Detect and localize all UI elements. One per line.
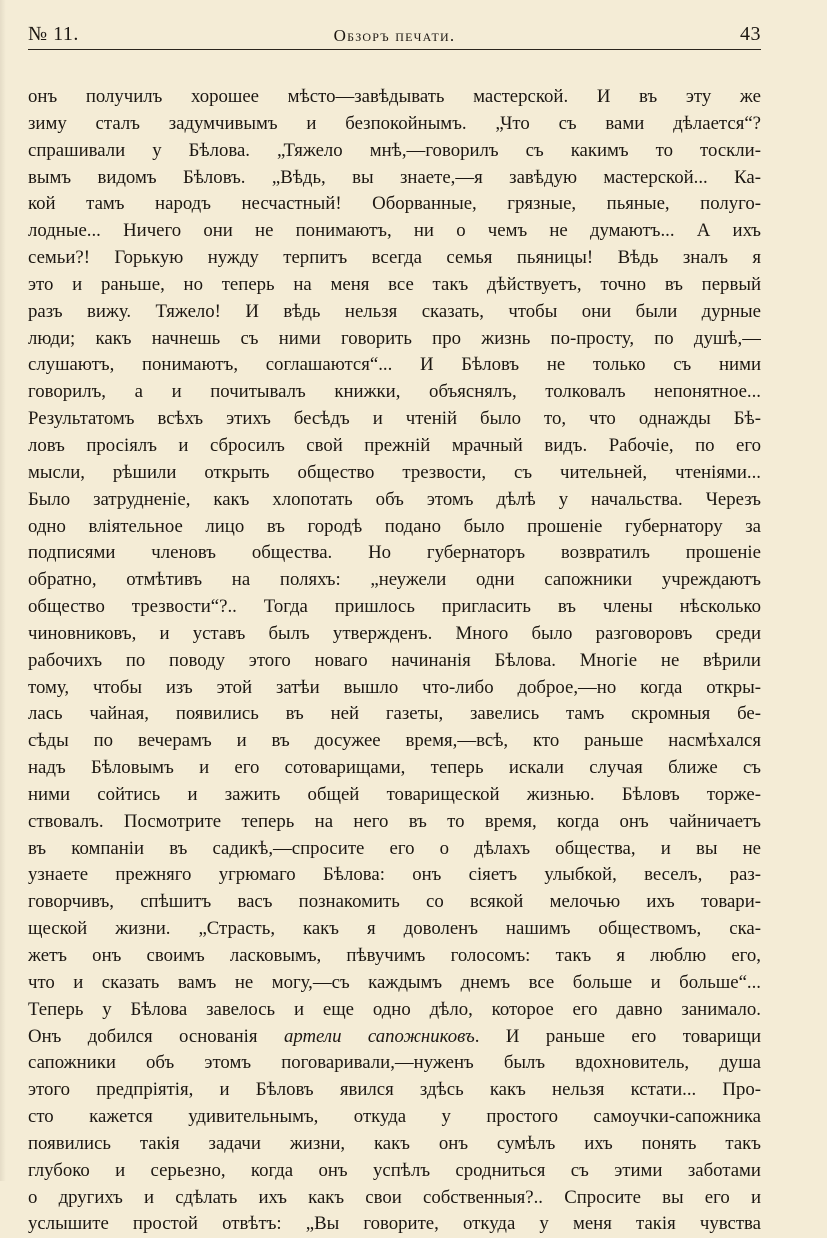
text-line: въ компаніи въ садикѣ,—спросите его о дѣлахъ общества, и вы не: [28, 837, 761, 859]
text-line: спрашивали у Бѣлова. „Тяжело мнѣ,—говорилъ съ какимъ то тоскли-: [28, 139, 761, 161]
text-line: Результатомъ всѣхъ этихъ бесѣдъ и чтеній было то, что однажды Бѣ-: [28, 408, 761, 430]
text-line: кой тамъ народъ несчастный! Оборванные, грязные, пьяные, полуго-: [28, 193, 761, 215]
text-line: разъ вижу. Тяжело! И вѣдь нельзя сказать, чтобы они были дурные: [28, 300, 761, 322]
text-line: говорилъ, а и почитывалъ книжки, объяснялъ, толковалъ непонятное...: [28, 381, 761, 403]
text-line: зиму сталъ задумчивымъ и безпокойнымъ. „Что съ вами дѣлается“?: [28, 112, 761, 134]
text-line: сто кажется удивительнымъ, откуда у простого самоучки-сапожника: [28, 1106, 761, 1128]
page-edge-shadow: [0, 0, 6, 1181]
text-line: рабочихъ по поводу этого новаго начинанія Бѣлова. Многіе не вѣрили: [28, 649, 761, 671]
text-line-with-italic: [28, 1024, 761, 1051]
text-line: люди; какъ начнешь съ ними говорить про жизнь по-просту, по душѣ,—: [28, 327, 761, 349]
text-line: одно вліятельное лицо въ городѣ подано было прошеніе губернатору за: [28, 515, 761, 537]
text-line: семьи?! Горькую нужду терпитъ всегда семья пьяницы! Вѣдь зналъ я: [28, 247, 761, 269]
page-header: [28, 18, 761, 50]
text-line: жетъ онъ своимъ ласковымъ, пѣвучимъ голосомъ: такъ я люблю его,: [28, 945, 761, 966]
text-line: услышите простой отвѣтъ: „Вы говорите, откуда у меня такія чувства: [28, 1213, 761, 1235]
text-line: этого предпріятія, и Бѣловъ явился здѣсь какъ нельзя кстати... Про-: [28, 1079, 761, 1101]
text-line: лодные... Ничего они не понимаютъ, ни о чемъ не думаютъ... А ихъ: [28, 220, 761, 242]
text-line: надъ Бѣловымъ и его сотоварищами, теперь искали случая ближе съ: [28, 757, 761, 779]
text-line: это и раньше, но теперь на меня все такъ дѣйствуетъ, точно въ первый: [28, 273, 761, 295]
text-line: обратно, отмѣтивъ на поляхъ: „неужели одни сапожники учреждаютъ: [28, 569, 761, 591]
running-head: Обзоръ печати.: [333, 26, 456, 45]
text-line: сѣды по вечерамъ и въ досужее время,—всѣ, кто раньше насмѣхался: [28, 730, 761, 752]
body-text: [28, 84, 761, 1238]
text-line: ловъ просіялъ и сбросилъ свой прежній мрачный видъ. Рабочіе, по его: [28, 434, 761, 456]
text-line: лась чайная, появились въ ней газеты, завелись тамъ скромныя бе-: [28, 703, 761, 725]
page-number: 43: [740, 23, 761, 45]
text-line: говорчивъ, спѣшитъ васъ познакомить со всякой мелочью ихъ товари-: [28, 891, 761, 913]
text-line: онъ получилъ хорошее мѣсто—завѣдывать мастерской. И въ эту же: [28, 86, 761, 107]
text-line: подписями членовъ общества. Но губернаторъ возвратилъ прошеніе: [28, 542, 761, 564]
text-line: Теперь у Бѣлова завелось и еще одно дѣло, которое его давно занимало.: [28, 998, 761, 1020]
text-line: тому, чтобы изъ этой затѣи вышло что-либо доброе,—но когда откры-: [28, 676, 761, 698]
text-line: появились такія задачи жизни, какъ онъ сумѣлъ ихъ понять такъ: [28, 1132, 761, 1154]
text-line: чиновниковъ, и уставъ былъ утвержденъ. Много было разговоровъ среди: [28, 622, 761, 644]
text-segment: Онъ добился основанія: [28, 1025, 258, 1047]
text-line: щеской жизни. „Страсть, какъ я доволенъ нашимъ обществомъ, ска-: [28, 918, 761, 940]
text-line: мысли, рѣшили открыть общество трезвости, съ чительней, чтеніями...: [28, 461, 761, 483]
text-line: узнаете прежняго угрюмаго Бѣлова: онъ сіяетъ улыбкой, веселъ, раз-: [28, 864, 761, 886]
text-line: слушаютъ, понимаютъ, соглашаются“... И Бѣловъ не только съ ними: [28, 354, 761, 376]
text-line: общество трезвости“?.. Тогда пришлось пригласить въ члены нѣсколько: [28, 596, 761, 618]
text-line: о другихъ и сдѣлать ихъ какъ свои собственныя?.. Спросите вы его и: [28, 1186, 761, 1208]
text-line: что и сказать вамъ не могу,—съ каждымъ днемъ все больше и больше“...: [28, 971, 761, 993]
text-line: сапожники объ этомъ поговаривали,—нуженъ былъ вдохновитель, душа: [28, 1052, 761, 1074]
text-line: ними сойтись и зажить общей товарищеской жизнью. Бѣловъ торже-: [28, 783, 761, 805]
text-line: вымъ видомъ Бѣловъ. „Вѣдь, вы знаете,—я завѣдую мастерской... Ка-: [28, 166, 761, 188]
italic-phrase: артели сапожниковъ: [283, 1025, 475, 1047]
issue-number: № 11.: [28, 23, 79, 45]
text-segment: . И раньше его товарищи: [474, 1025, 761, 1047]
text-line: ствовалъ. Посмотрите теперь на него въ то время, когда онъ чайничаетъ: [28, 810, 761, 832]
text-line: глубоко и серьезно, когда онъ успѣлъ сродниться съ этими заботами: [28, 1159, 761, 1181]
text-line: Было затрудненіе, какъ хлопотать объ этомъ дѣлѣ у начальства. Черезъ: [28, 488, 761, 510]
